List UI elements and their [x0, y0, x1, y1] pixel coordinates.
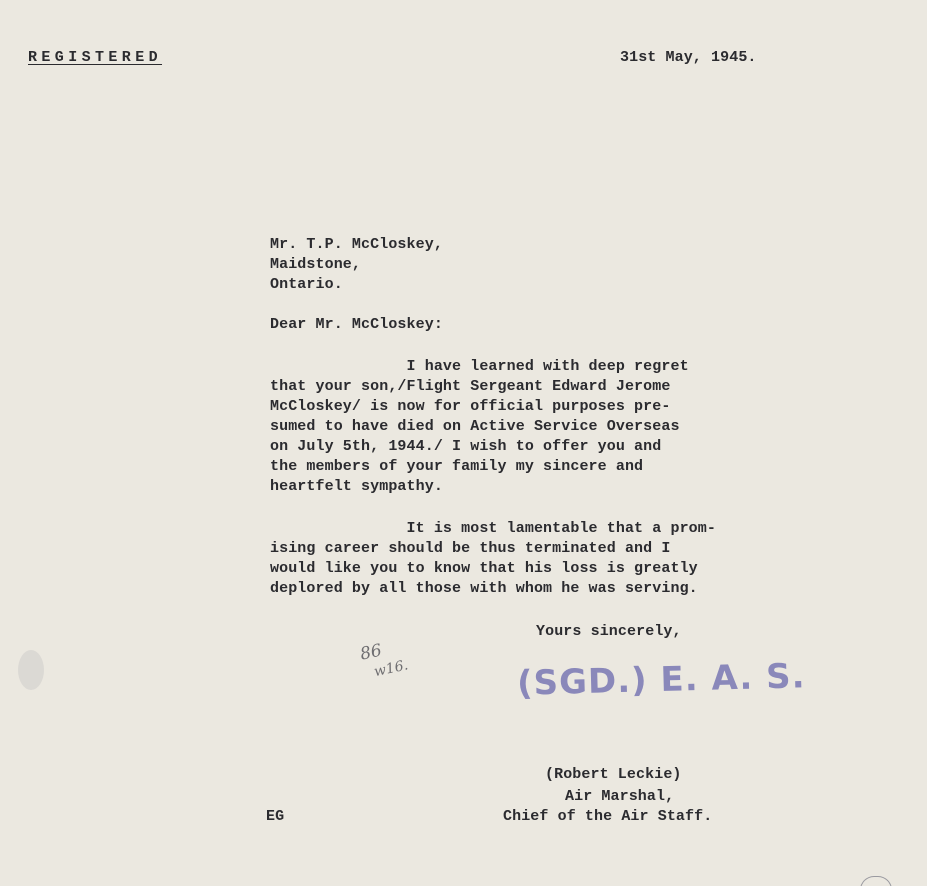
paragraph-2-line: deplored by all those with whom he was serving. — [270, 580, 698, 597]
paragraph-1-line: on July 5th, 1944./ I wish to offer you and — [270, 438, 662, 455]
closing: Yours sincerely, — [536, 623, 682, 640]
paragraph-2-line: It is most lamentable that a prom- — [270, 520, 716, 537]
paragraph-2-line: would like you to know that his loss is greatly — [270, 560, 698, 577]
registered-label: REGISTERED — [28, 49, 163, 66]
corner-pencil-mark — [860, 876, 892, 886]
paragraph-1-line: I have learned with deep regret — [270, 358, 689, 375]
signatory-rank: Air Marshal, — [565, 788, 675, 805]
signature-stamp: (SGD.) E. A. S. — [516, 656, 807, 704]
paragraph-1-line: the members of your family my sincere and — [270, 458, 644, 475]
paper-smudge — [18, 650, 44, 690]
address-line-2: Maidstone, — [270, 256, 362, 273]
signatory-name: (Robert Leckie) — [545, 766, 682, 783]
handwritten-note — [358, 636, 410, 684]
typist-initials: EG — [266, 808, 285, 825]
paragraph-1-line: McCloskey/ is now for official purposes pre- — [270, 398, 671, 415]
paragraph-1-line: sumed to have died on Active Service Overseas — [270, 418, 680, 435]
letter-date: 31st May, 1945. — [620, 49, 757, 66]
signatory-title: Chief of the Air Staff. — [503, 808, 713, 825]
paragraph-1-line: heartfelt sympathy. — [270, 478, 443, 495]
address-line-1: Mr. T.P. McCloskey, — [270, 236, 443, 253]
paragraph-1-line: that your son,/Flight Sergeant Edward Jerome — [270, 378, 671, 395]
handwritten-note-line: 86 — [358, 640, 384, 665]
paragraph-2-line: ising career should be thus terminated and I — [270, 540, 671, 557]
address-line-3: Ontario. — [270, 276, 343, 293]
salutation: Dear Mr. McCloskey: — [270, 316, 443, 333]
handwritten-note-line: w16. — [372, 657, 410, 681]
